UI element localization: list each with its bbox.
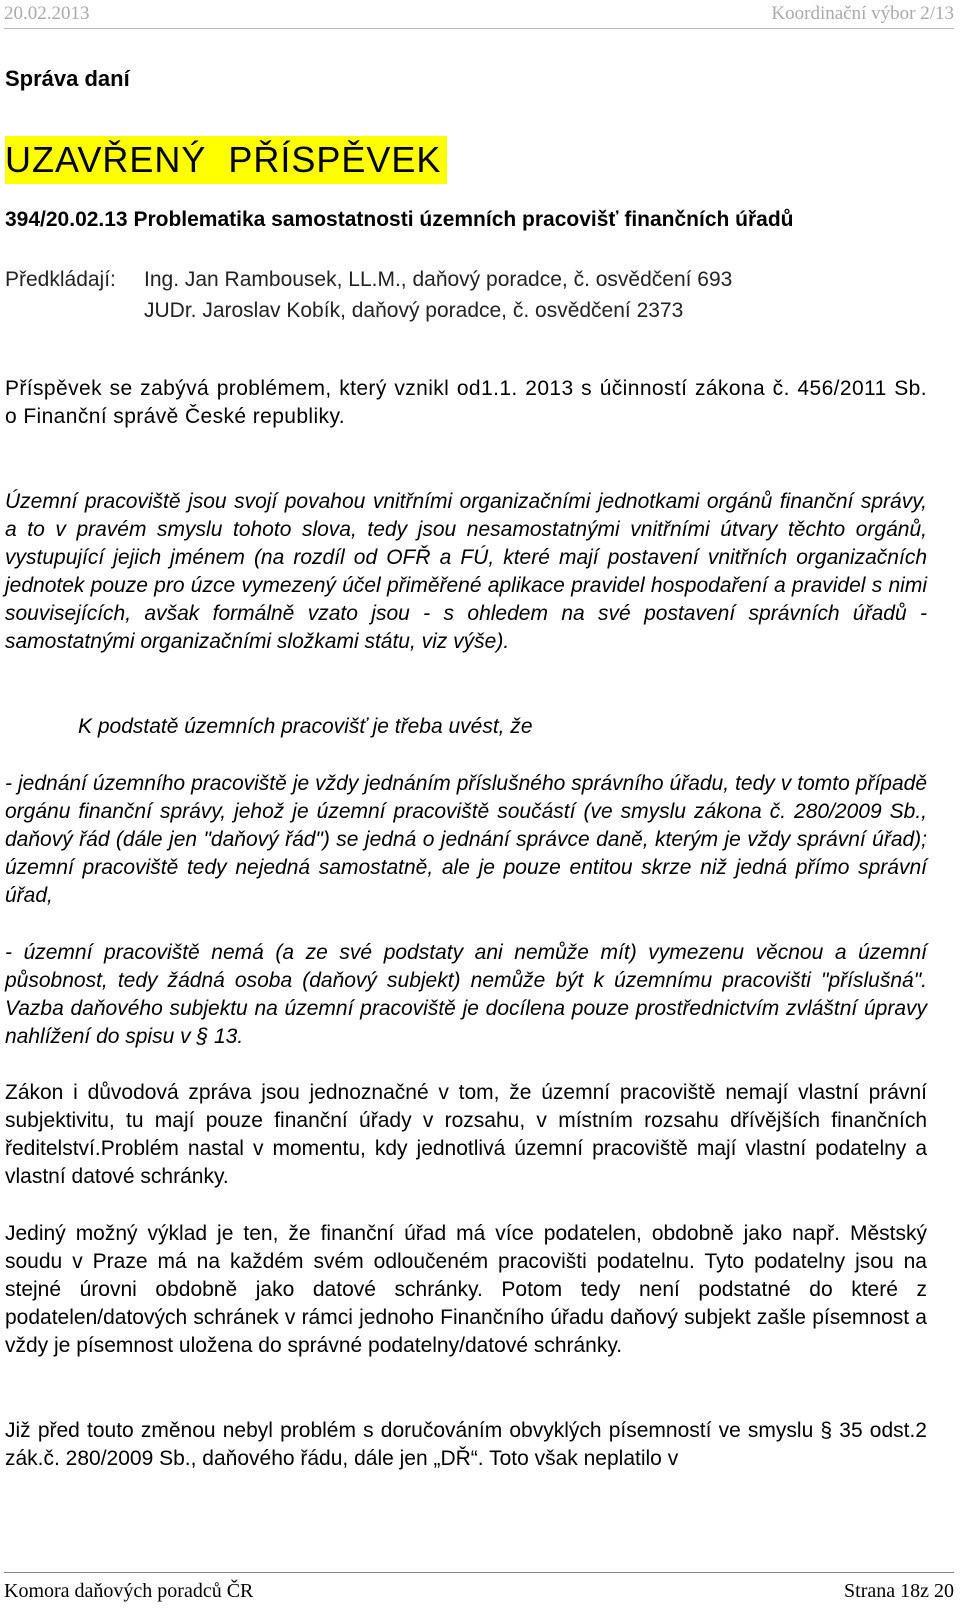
footer-organization: Komora daňových poradců ČR [4,1579,254,1602]
section-heading: Správa daní [5,66,130,91]
item-title: 394/20.02.13 Problematika samostatnosti územních pracovišť finančních úřadů [5,208,794,231]
footer-rule [4,1572,954,1573]
paragraph-interpretation: Jediný možný výklad je ten, že finanční úřad má více podatelen, obdobně jako např. Městský soudu v Praze má na každém svém odloučeném pracovišti podatelnu. Tyto podatelny jsou na stejné úrovni obdobně jako datové schránky. Potom tedy není podstatné do které z podatelen/datových schránek v rámci jednoho Finančního úřadu daňový subjekt zašle písemnost a vždy je písemnost uložena do správné podatelny/datové schránky. [5,1222,927,1357]
footer-page-number: Strana 18z 20 [844,1579,954,1602]
presenters-label: Předkládají: [5,268,116,291]
paragraph-delivery: Již před touto změnou nebyl problém s doručováním obvyklých písemností ve smyslu § 35 odst.2 zák.č. 280/2009 Sb., daňového řádu, dále jen „DŘ“. Toto však neplatilo v [5,1419,927,1470]
presenter-name: Ing. Jan Rambousek, LL.M., daňový poradce, č. osvědčení 693 [144,268,733,291]
closed-contribution-banner: UZAVŘENÝ PŘÍSPĚVEK [5,136,447,184]
presenters [5,264,732,326]
header-meeting: Koordinační výbor 2/13 [771,3,954,24]
header-rule [4,28,954,29]
header-date: 20.02.2013 [4,3,90,24]
presenter-name: JUDr. Jaroslav Kobík, daňový poradce, č. osvědčení 2373 [144,299,684,322]
page-header [4,3,954,25]
paragraph-point-2: - územní pracoviště nemá (a ze své podstaty ani nemůže mít) vymezenu věcnou a územní působnost, tedy žádná osoba (daňový subjekt) nemůže být k územnímu pracovišti "příslušná". Vazba daňového subjektu na územní pracoviště je docílena pouze prostřednictvím zvláštní úpravy nahlížení do spisu v § 13. [5,941,927,1048]
paragraph-territorial-units: Územní pracoviště jsou svojí povahou vnitřními organizačními jednotkami orgánů finanční správy, a to v pravém smyslu tohoto slova, tedy jsou nesamostatnými vnitřními útvary těchto orgánů, vystupující jejich jménem (na rozdíl od OFŘ a FÚ, které mají postavení vnitřních organizačních jednotek pouze pro úzce vymezený účel přiměřené aplikace pravidel hospodaření a pravidel s nimi souvisejících, avšak formálně vzato jsou - s ohledem na své postavení správních úřadů - samostatnými organizačními složkami státu, viz výše). [5,490,927,653]
paragraph-lead-in: K podstatě územních pracovišť je třeba uvést, že [78,715,533,738]
paragraph-intro: Příspěvek se zabývá problémem, který vznikl od1.1. 2013 s účinností zákona č. 456/2011 Sb. o Finanční správě České republiky. [5,377,927,428]
page-footer [4,1576,954,1606]
paragraph-point-1: - jednání územního pracoviště je vždy jednáním příslušného správního úřadu, tedy v tomto případě orgánu finanční správy, jehož je územní pracoviště součástí (ve smyslu zákona č. 280/2009 Sb., daňový řád (dále jen "daňový řád") se jedná o jednání správce daně, kterým je vždy správní úřad); územní pracoviště tedy nejedná samostatně, ale je pouze entitou skrze niž jedná přímo správní úřad, [5,772,927,907]
paragraph-law: Zákon i důvodová zpráva jsou jednoznačné v tom, že územní pracoviště nemají vlastní právní subjektivitu, tu mají pouze finanční úřady v rozsahu, v místním rozsahu dřívějších finančních ředitelství.Problém nastal v momentu, kdy jednotlivá územní pracoviště mají vlastní podatelny a vlastní datové schránky. [5,1081,927,1188]
